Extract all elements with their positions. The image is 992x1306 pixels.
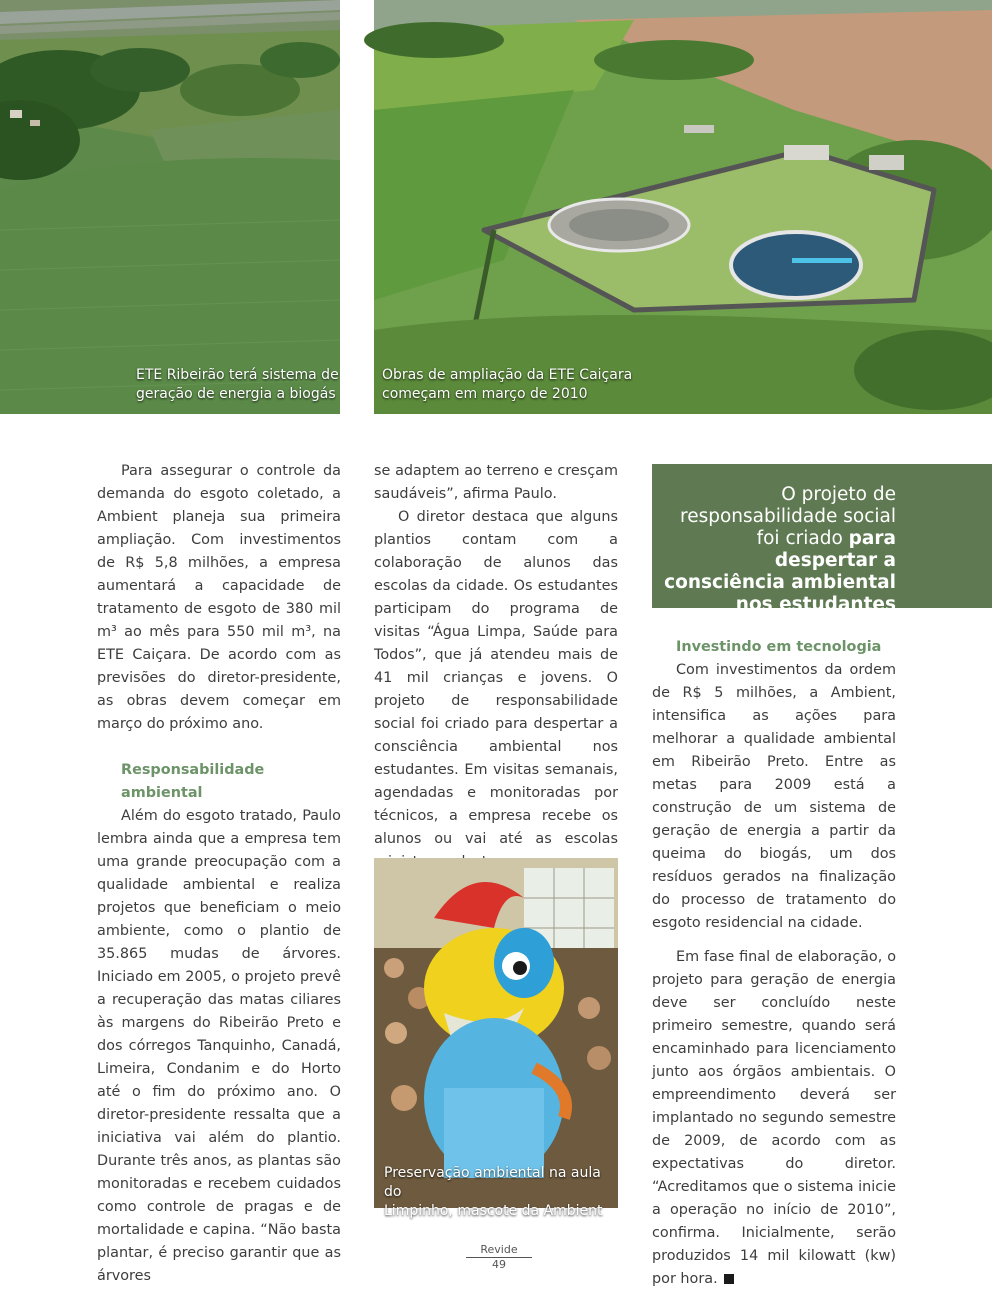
photo-mascote-limpinho xyxy=(374,858,618,1219)
photo-caption-mascote xyxy=(384,1164,618,1221)
photo-caption-ete-caicara xyxy=(382,366,632,404)
paragraph: se adaptem ao terreno e cresçam saudáveis”, afirma Paulo. xyxy=(374,463,618,502)
paragraph xyxy=(652,946,896,1291)
section-heading-investindo-em-tecnologia: Investindo em tecnologia xyxy=(676,639,882,655)
caption-line: começam em março de 2010 xyxy=(382,386,588,402)
caption-line: Obras de ampliação da ETE Caiçara xyxy=(382,367,633,383)
pull-quote-bold: para despertar a consciência ambiental nos estudantes xyxy=(664,528,896,615)
aerial-treatment-plant-image xyxy=(374,0,992,414)
caption-line: Limpinho, mascote da Ambient xyxy=(384,1203,603,1219)
photo-caption-ete-ribeirao xyxy=(136,366,339,404)
article-column-1 xyxy=(97,460,341,1288)
paragraph: Além do esgoto tratado, Paulo lembra ainda que a empresa tem uma grande preocupação com a qualidade ambiental e realiza projetos que beneficiam o meio ambiente, como o plantio de 35.865 mudas de árvores. Iniciado em 2005, o projeto prevê a recuperação das matas ciliares às margens do Ribeirão Preto e dos córregos Tanquinho, Canadá, Limeira, Condanim e do Horto até o fim do próximo ano. O diretor-presidente ressalta que a iniciativa vai além do plantio. Durante três anos, as plantas são monitoradas e recebem cuidados como controle de pragas e de mortalidade e capina. “Não basta plantar, é preciso garantir que as árvores xyxy=(97,808,341,1284)
article-column-2 xyxy=(374,460,618,874)
photo-ete-caicara xyxy=(374,0,992,414)
aerial-farmland-image xyxy=(0,0,340,414)
paragraph: Com investimentos da ordem de R$ 5 milhões, a Ambient, intensifica as ações para melhorar a qualidade ambiental em Ribeirão Preto. Entre as metas para 2009 está a construção de um sistema de geração de energia a partir da queima do biogás, um dos resíduos gerados na finalização do processo de tratamento do esgoto residencial na cidade. xyxy=(652,662,896,931)
caption-line: ETE Ribeirão terá sistema de xyxy=(136,367,339,383)
paragraph: Para assegurar o controle da demanda do esgoto coletado, a Ambient planeja sua primeira ampliação. Com investimentos de R$ 5,8 milhões, a empresa aumentará a capacidade de tratamento de esgoto de 380 mil m³ ao mês para 550 mil m³, na ETE Caiçara. De acordo com as previsões do diretor-presidente, as obras devem começar em março do próximo ano. xyxy=(97,463,341,732)
caption-line: geração de energia a biogás xyxy=(136,386,336,402)
photo-ete-ribeirao xyxy=(0,0,340,414)
paragraph: O diretor destaca que alguns plantios contam com a colaboração de alunos das escolas da cidade. Os estudantes participam do programa de visitas “Água Limpa, Saúde para Todos”, que já atendeu mais de 41 mil crianças e jovens. O projeto de responsabilidade social foi criado para despertar a consciência ambiental nos estudantes. Em visitas semanais, agendadas e monitoradas por técnicos, a empresa recebe os alunos ou vai até as escolas xyxy=(374,509,618,847)
pull-quote-text xyxy=(652,484,896,616)
pull-quote-normal: O projeto de responsabilidade social foi criado xyxy=(680,484,896,549)
page-number: 49 xyxy=(492,1258,506,1271)
page-footer xyxy=(466,1244,532,1271)
paragraph-text: Em fase final de elaboração, o projeto para geração de energia deve ser concluído neste primeiro semestre, quando será encaminhado para licenciamento junto aos órgãos ambientais. O empreendimento deverá ser implantado no segundo semestre de 2009, de acordo com as expectativas do diretor. “Acreditamos que o sistema inicie a operação no início de 2010”, confirma. Inicialmente, serão produzidos 14 mil kilowatt (kw) por hora. xyxy=(652,949,896,1287)
magazine-name: Revide xyxy=(480,1243,518,1256)
article-column-3 xyxy=(652,636,896,1291)
mascot-classroom-image xyxy=(374,858,618,1208)
caption-line: Preservação ambiental na aula do xyxy=(384,1165,601,1200)
pull-quote-box xyxy=(652,464,992,615)
section-heading-responsabilidade-ambiental: Responsabilidade ambiental xyxy=(121,762,265,801)
end-of-article-mark xyxy=(724,1274,734,1284)
